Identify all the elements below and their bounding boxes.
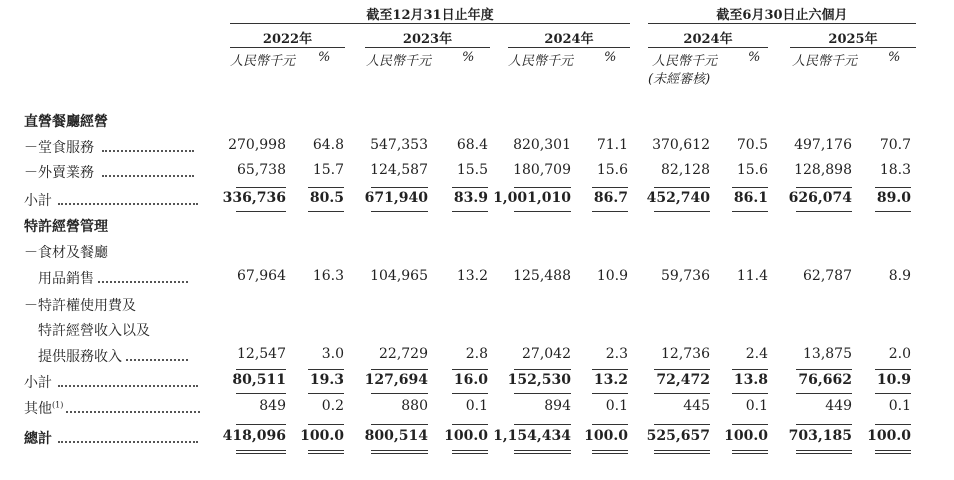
cell-percent: 2.4 xyxy=(745,346,768,362)
cell-value: 1,154,434 xyxy=(493,428,571,444)
cell-value: 445 xyxy=(683,398,710,414)
subtotal-bottom-rule xyxy=(654,211,710,212)
subtotal-top-rule xyxy=(796,369,852,370)
section-franchise-management: 特許經營管理 xyxy=(24,219,108,235)
cell-percent: 15.6 xyxy=(736,162,768,178)
subtotal-top-rule xyxy=(732,187,768,188)
cell-value: 418,096 xyxy=(222,428,286,444)
cell-percent: 100.0 xyxy=(867,428,911,444)
total-double-rule xyxy=(514,450,571,454)
year-header-2024-interim-rule xyxy=(648,47,768,48)
year-header-2024-interim: 2024年 xyxy=(683,32,733,47)
cell-value: 894 xyxy=(544,398,571,414)
subtotal-top-rule xyxy=(875,187,911,188)
unit-pct-2023: % xyxy=(462,50,475,65)
cell-value: 128,898 xyxy=(794,162,852,178)
cell-value: 370,612 xyxy=(652,137,710,153)
cell-value: 12,736 xyxy=(661,346,710,362)
group-header-year-end-rule xyxy=(230,23,630,24)
unit-rmb-2024-interim: 人民幣千元 xyxy=(652,54,718,69)
total-top-rule xyxy=(654,424,710,425)
year-header-2025-interim-rule xyxy=(790,47,916,48)
cell-value: 127,694 xyxy=(364,372,428,388)
cell-value: 67,964 xyxy=(237,268,286,284)
cell-value: 449 xyxy=(825,398,852,414)
cell-percent: 100.0 xyxy=(584,428,628,444)
cell-percent: 68.4 xyxy=(456,137,488,153)
subtotal-bottom-rule xyxy=(796,393,852,394)
cell-percent: 8.9 xyxy=(888,268,911,284)
subtotal-bottom-rule xyxy=(875,211,911,212)
cell-value: 180,709 xyxy=(513,162,571,178)
cell-percent: 18.3 xyxy=(879,162,911,178)
total-top-rule xyxy=(236,424,286,425)
unit-pct-2024-interim: % xyxy=(748,50,761,65)
cell-percent: 0.1 xyxy=(465,398,488,414)
subtotal-top-rule xyxy=(654,187,710,188)
total-top-rule xyxy=(514,424,571,425)
cell-percent: 0.1 xyxy=(888,398,911,414)
cell-percent: 2.8 xyxy=(465,346,488,362)
subtotal-bottom-rule xyxy=(732,393,768,394)
subtotal-top-rule xyxy=(371,187,428,188)
subtotal-top-rule xyxy=(654,369,710,370)
cell-percent: 15.5 xyxy=(456,162,488,178)
cell-percent: 0.1 xyxy=(605,398,628,414)
subtotal-bottom-rule xyxy=(654,393,710,394)
total-double-rule xyxy=(654,450,710,454)
cell-percent: 3.0 xyxy=(321,346,344,362)
total-top-rule xyxy=(875,424,911,425)
cell-percent: 13.2 xyxy=(593,372,628,388)
cell-value: 27,042 xyxy=(522,346,571,362)
total-double-rule xyxy=(796,450,852,454)
subtotal-bottom-rule xyxy=(732,211,768,212)
dot-leader xyxy=(98,281,188,283)
cell-value: 452,740 xyxy=(646,190,710,206)
row-label-food-supplies-1: －食材及餐廳 xyxy=(24,245,108,261)
cell-percent: 11.4 xyxy=(736,268,768,284)
subtotal-top-rule xyxy=(308,369,344,370)
cell-percent: 100.0 xyxy=(724,428,768,444)
subtotal-bottom-rule xyxy=(592,211,628,212)
cell-value: 72,472 xyxy=(656,372,710,388)
cell-percent: 86.7 xyxy=(593,190,628,206)
unit-rmb-2024-fy: 人民幣千元 xyxy=(508,54,574,69)
cell-value: 104,965 xyxy=(370,268,428,284)
cell-value: 124,587 xyxy=(370,162,428,178)
cell-percent: 10.9 xyxy=(876,372,911,388)
year-header-2025-interim: 2025年 xyxy=(828,32,878,47)
subtotal-bottom-rule xyxy=(308,211,344,212)
footnote-marker: (1) xyxy=(52,400,64,410)
total-double-rule xyxy=(371,450,428,454)
year-header-2024-fy-rule xyxy=(508,47,630,48)
cell-value: 525,657 xyxy=(646,428,710,444)
subtotal-top-rule xyxy=(592,369,628,370)
subtotal-top-rule xyxy=(236,369,286,370)
cell-value: 152,530 xyxy=(507,372,571,388)
subtotal-top-rule xyxy=(592,187,628,188)
cell-percent: 2.3 xyxy=(605,346,628,362)
subtotal-bottom-rule xyxy=(452,393,488,394)
subtotal-top-rule xyxy=(514,369,571,370)
subtotal-top-rule xyxy=(732,369,768,370)
subtotal-bottom-rule xyxy=(308,393,344,394)
cell-percent: 100.0 xyxy=(300,428,344,444)
row-label-dine-in: －堂食服務 xyxy=(24,137,229,157)
cell-percent: 10.9 xyxy=(596,268,628,284)
total-top-rule xyxy=(452,424,488,425)
year-header-2022-rule xyxy=(230,47,345,48)
subtotal-top-rule xyxy=(371,369,428,370)
cell-value: 336,736 xyxy=(222,190,286,206)
cell-percent: 15.7 xyxy=(312,162,344,178)
cell-percent: 0.2 xyxy=(321,398,344,414)
total-double-rule xyxy=(308,450,344,454)
cell-value: 849 xyxy=(259,398,286,414)
cell-percent: 64.8 xyxy=(312,137,344,153)
cell-value: 22,729 xyxy=(379,346,428,362)
row-label-franchise-fees-2: 特許經營收入以及 xyxy=(38,323,150,339)
total-top-rule xyxy=(732,424,768,425)
subtotal-bottom-rule xyxy=(875,393,911,394)
cell-value: 65,738 xyxy=(237,162,286,178)
year-header-2023-rule xyxy=(365,47,490,48)
unit-rmb-2022: 人民幣千元 xyxy=(230,54,296,69)
year-header-2024-fy: 2024年 xyxy=(544,32,594,47)
subtotal-bottom-rule xyxy=(514,211,571,212)
cell-percent: 15.6 xyxy=(596,162,628,178)
subtotal-top-rule xyxy=(452,187,488,188)
cell-percent: 70.7 xyxy=(879,137,911,153)
subtotal-bottom-rule xyxy=(236,393,286,394)
row-label-franchise-fees-3: 提供服務收入 xyxy=(38,346,228,366)
total-top-rule xyxy=(308,424,344,425)
group-header-six-months-rule xyxy=(648,23,916,24)
cell-percent: 86.1 xyxy=(733,190,768,206)
cell-value: 62,787 xyxy=(803,268,852,284)
cell-value: 880 xyxy=(401,398,428,414)
total-double-rule xyxy=(236,450,286,454)
cell-value: 703,185 xyxy=(788,428,852,444)
year-header-2023: 2023年 xyxy=(402,32,453,47)
cell-value: 547,353 xyxy=(370,137,428,153)
total-double-rule xyxy=(875,450,911,454)
section-direct-operations: 直營餐廳經營 xyxy=(24,114,108,130)
row-label-franchise-fees-1: －特許權使用費及 xyxy=(24,298,136,314)
cell-value: 59,736 xyxy=(661,268,710,284)
total-top-rule xyxy=(592,424,628,425)
cell-value: 13,875 xyxy=(803,346,852,362)
group-header-year-end: 截至12月31日止年度 xyxy=(366,8,494,23)
cell-percent: 13.2 xyxy=(456,268,488,284)
unit-pct-2022: % xyxy=(318,50,331,65)
unit-unaudited-2024-interim: (未經審核) xyxy=(648,72,711,87)
unit-pct-2024-fy: % xyxy=(604,50,617,65)
cell-percent: 19.3 xyxy=(309,372,344,388)
cell-percent: 89.0 xyxy=(876,190,911,206)
cell-value: 820,301 xyxy=(513,137,571,153)
row-label-others: 其他$^{(1)}$ xyxy=(24,398,229,418)
subtotal-bottom-rule xyxy=(452,211,488,212)
total-double-rule xyxy=(592,450,628,454)
cell-value: 82,128 xyxy=(661,162,710,178)
cell-value: 12,547 xyxy=(237,346,286,362)
subtotal-bottom-rule xyxy=(592,393,628,394)
cell-percent: 83.9 xyxy=(453,190,488,206)
cell-value: 497,176 xyxy=(794,137,852,153)
cell-percent: 13.8 xyxy=(733,372,768,388)
unit-rmb-2023: 人民幣千元 xyxy=(366,54,432,69)
subtotal-bottom-rule xyxy=(371,393,428,394)
cell-percent: 16.3 xyxy=(312,268,344,284)
total-top-rule xyxy=(796,424,852,425)
cell-value: 800,514 xyxy=(364,428,428,444)
row-label-subtotal-direct: 小計 xyxy=(24,190,229,210)
cell-percent: 100.0 xyxy=(444,428,488,444)
total-double-rule xyxy=(732,450,768,454)
subtotal-top-rule xyxy=(875,369,911,370)
subtotal-bottom-rule xyxy=(514,393,571,394)
cell-value: 76,662 xyxy=(798,372,852,388)
cell-percent: 70.5 xyxy=(736,137,768,153)
cell-value: 1,001,010 xyxy=(493,190,571,206)
subtotal-top-rule xyxy=(796,187,852,188)
cell-value: 125,488 xyxy=(513,268,571,284)
row-label-delivery: －外賣業務 xyxy=(24,162,229,182)
cell-percent: 2.0 xyxy=(888,346,911,362)
cell-value: 80,511 xyxy=(232,372,286,388)
subtotal-bottom-rule xyxy=(236,211,286,212)
subtotal-top-rule xyxy=(236,187,286,188)
row-label-total: 總計 xyxy=(24,428,229,448)
row-label-subtotal-franchise: 小計 xyxy=(24,372,229,392)
subtotal-top-rule xyxy=(452,369,488,370)
group-header-six-months: 截至6月30日止六個月 xyxy=(716,8,848,23)
subtotal-top-rule xyxy=(308,187,344,188)
unit-rmb-2025-interim: 人民幣千元 xyxy=(792,54,858,69)
cell-value: 270,998 xyxy=(228,137,286,153)
subtotal-bottom-rule xyxy=(371,211,428,212)
total-double-rule xyxy=(452,450,488,454)
cell-percent: 71.1 xyxy=(596,137,628,153)
subtotal-top-rule xyxy=(514,187,571,188)
subtotal-bottom-rule xyxy=(796,211,852,212)
cell-value: 671,940 xyxy=(364,190,428,206)
cell-percent: 80.5 xyxy=(309,190,344,206)
cell-value: 626,074 xyxy=(788,190,852,206)
row-label-food-supplies-2: 用品銷售 xyxy=(38,268,228,288)
total-top-rule xyxy=(371,424,428,425)
cell-percent: 0.1 xyxy=(745,398,768,414)
cell-percent: 16.0 xyxy=(453,372,488,388)
year-header-2022: 2022年 xyxy=(262,32,313,47)
unit-pct-2025-interim: % xyxy=(888,50,901,65)
